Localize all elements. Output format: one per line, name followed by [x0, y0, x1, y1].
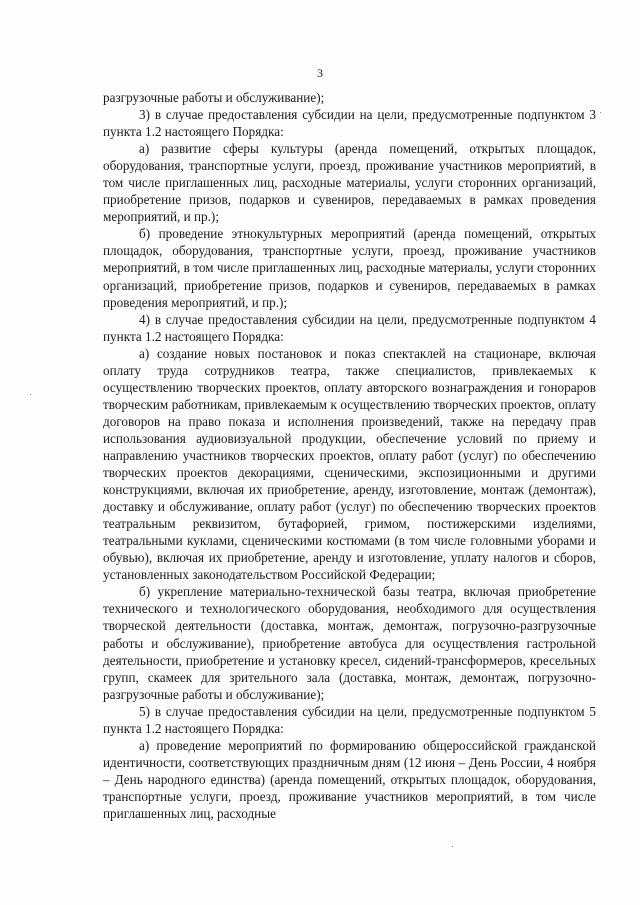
- document-body: [103, 89, 596, 822]
- paragraph: 3) в случае предоставления субсидии на цели, предусмотренные подпунктом 3 пункта 1.2 настоящего Порядка:: [103, 107, 596, 140]
- paragraph: 4) в случае предоставления субсидии на цели, предусмотренные подпунктом 4 пункта 1.2 настоящего Порядка:: [103, 311, 596, 344]
- paragraph: 5) в случае предоставления субсидии на цели, предусмотренные подпунктом 5 пункта 1.2 настоящего Порядка:: [103, 703, 596, 736]
- paragraph: а) проведение мероприятий по формированию общероссийской гражданской идентичности, соответствующих праздничным дням (12 июня – День России, 4 ноября – День народного единства) (аренда помещений, открытых площадок, оборудования, транспортные услуги, проезд, проживание участников мероприятий, в том числе приглашенных лиц, расходные: [103, 737, 596, 821]
- page-number: 3: [317, 66, 323, 80]
- scan-speck: [30, 394, 31, 395]
- scan-speck: [452, 846, 453, 847]
- paragraph: б) укрепление материально-технической базы театра, включая приобретение технического и технологического оборудования, необходимого для осуществления творческой деятельности (доставка, монтаж, демонтаж, погрузочно-разгрузочные работы и обслуживание), приобретение автобуса для осуществления гастрольной деятельности, приобретение и установку кресел, сидений-трансформеров, кресельных групп, скамеек для зрительного зала (доставка, монтаж, демонтаж, погрузочно-разгрузочные работы и обслуживание);: [103, 584, 596, 702]
- paragraph: б) проведение этнокультурных мероприятий (аренда помещений, открытых площадок, оборудования, транспортные услуги, проезд, проживание участников мероприятий, в том числе приглашенных лиц, расходные материалы, услуги сторонних организаций, приобретение призов, подарков и сувениров, передаваемых в рамках проведения мероприятий, и пр.);: [103, 226, 596, 310]
- scan-speck: [600, 112, 601, 113]
- paragraph: а) создание новых постановок и показ спектаклей на стационаре, включая оплату труда сотрудников театра, также специалистов, привлекаемых к осуществлению творческих проектов, оплату авторского вознаграждения и гонораров творческим работникам, привлекаемым к осуществлению творческих проектов, оплату договоров на право показа и исполнения произведений, также на передачу прав использования аудиовизуальной продукции, обеспечение условий по приему и направлению участников творческих проектов, оплату работ (услуг) по обеспечению творческих проектов декорациями, сценическими, экспозиционными и другими конструкциями, включая их приобретение, аренду, изготовление, монтаж (демонтаж), доставку и обслуживание, оплату работ (услуг) по обеспечению творческих проектов театральным реквизитом, бутафорией, гримом, постижерскими изделиями, театральными куклами, сценическими костюмами (в том числе головными уборами и обувью), включая их приобретение, аренду и изготовление, уплату налогов и сборов, установленных законодательством Российской Федерации;: [103, 345, 596, 583]
- paragraph: разгрузочные работы и обслуживание);: [103, 90, 325, 105]
- paragraph: а) развитие сферы культуры (аренда помещений, открытых площадок, оборудования, транспортные услуги, проезд, проживание участников мероприятий, в том числе приглашенных лиц, расходные материалы, услуги сторонних организаций, приобретение призов, подарков и сувениров, передаваемых в рамках проведения мероприятий, и пр.);: [103, 141, 596, 225]
